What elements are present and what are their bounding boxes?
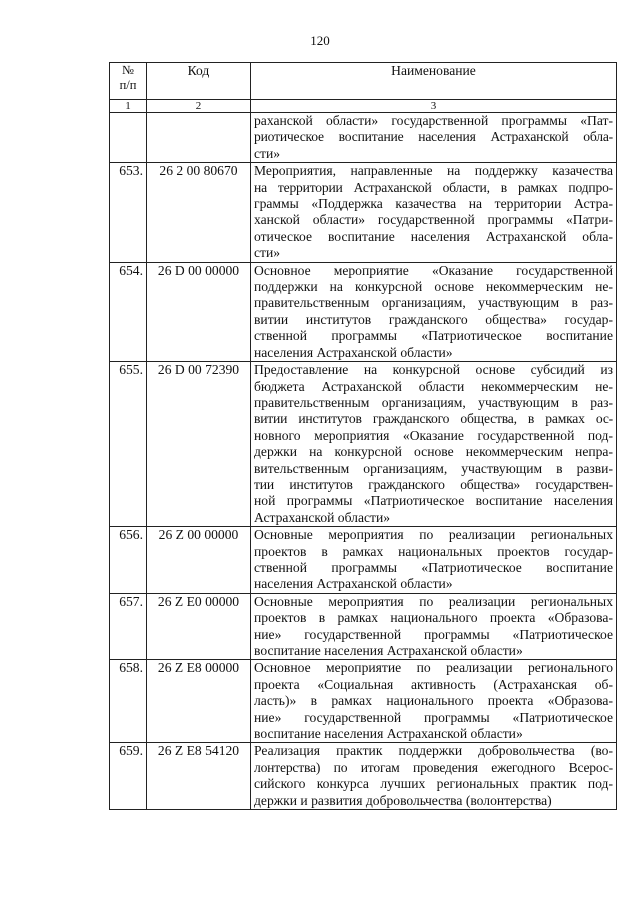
- header-number-line: №: [122, 63, 134, 77]
- row-code: 26 2 00 80670: [147, 163, 251, 262]
- row-name-line: бюджета Астраханской области некоммерческим не-: [254, 378, 613, 394]
- row-name-line: правительственным организациям, участвующим в раз-: [254, 295, 613, 311]
- row-name-line: проекта «Социальная активность (Астраханская об-: [254, 676, 613, 692]
- table-row: [110, 660, 617, 743]
- column-index: 2: [147, 100, 251, 113]
- row-name: [251, 660, 617, 743]
- table-row: [110, 743, 617, 810]
- row-name-line: Основное мероприятие «Оказание государственной: [254, 262, 613, 278]
- row-name: [251, 163, 617, 262]
- row-name-line: лонтерства) по итогам проведения ежегодного Всерос-: [254, 759, 613, 775]
- row-name: [251, 743, 617, 810]
- row-name-line: населения Астраханской области»: [254, 576, 453, 592]
- row-name-line: Основные мероприятия по реализации региональных: [254, 527, 613, 543]
- row-name-line: ласть)» в рамках национального проекта «Образова-: [254, 693, 613, 709]
- table-row: [110, 113, 617, 163]
- row-number: 657.: [110, 593, 147, 660]
- row-code: 26 Z E8 54120: [147, 743, 251, 810]
- table-row: [110, 362, 617, 527]
- row-name-line: ственной программы «Патриотическое воспитание: [254, 559, 613, 575]
- row-name-line: вительственным организациям, участвующим в разви-: [254, 460, 613, 476]
- row-name-line: держки на конкурсной основе некоммерческим непра-: [254, 444, 613, 460]
- row-name-line: отическое воспитание населения Астраханской обла-: [254, 228, 613, 244]
- row-name-line: на территории Астраханской области, в рамках подпро-: [254, 179, 613, 195]
- row-name-line: ной программы «Патриотическое воспитание населения: [254, 493, 613, 509]
- header-code: Код: [147, 63, 251, 100]
- column-index: 1: [110, 100, 147, 113]
- row-number: 659.: [110, 743, 147, 810]
- row-name: [251, 113, 617, 163]
- row-name-line: сти»: [254, 145, 281, 161]
- page-number: 120: [310, 33, 330, 48]
- table-row: [110, 593, 617, 660]
- row-name-line: поддержки на конкурсной основе некоммерческим не-: [254, 279, 613, 295]
- row-number: 656.: [110, 527, 147, 594]
- row-number: 658.: [110, 660, 147, 743]
- row-name-line: витии институтов гражданского общества» государ-: [254, 311, 613, 327]
- row-name-line: тии институтов гражданского общества» государствен-: [254, 476, 613, 492]
- row-name-line: проектов в рамках национального проекта «Образова-: [254, 610, 613, 626]
- row-name-line: риотическое воспитание населения Астраханской обла-: [254, 129, 613, 145]
- row-name-line: витии институтов гражданского общества, в рамках ос-: [254, 411, 613, 427]
- row-code: 26 D 00 00000: [147, 262, 251, 361]
- row-name-line: воспитание населения Астраханской области»: [254, 726, 523, 742]
- row-name-line: граммы «Поддержка казачества на территории Астра-: [254, 196, 613, 212]
- budget-classification-table: [109, 62, 617, 810]
- column-index-row: [110, 100, 617, 113]
- row-name-line: Астраханской области»: [254, 509, 391, 525]
- row-name-line: новного мероприятия «Оказание государственной под-: [254, 427, 613, 443]
- row-number: 654.: [110, 262, 147, 361]
- row-name-line: Основные мероприятия по реализации региональных: [254, 593, 613, 609]
- row-name-line: Основное мероприятие по реализации регионального: [254, 660, 613, 676]
- row-number: [110, 113, 147, 163]
- row-name-line: ственной программы «Патриотическое воспитание: [254, 328, 613, 344]
- column-index: 3: [251, 100, 617, 113]
- header-number: [110, 63, 147, 100]
- row-code: [147, 113, 251, 163]
- row-name-line: ханской области» государственной программы «Патри-: [254, 212, 613, 228]
- row-code: 26 D 00 72390: [147, 362, 251, 527]
- table-row: [110, 262, 617, 361]
- row-name: [251, 593, 617, 660]
- table-row: [110, 527, 617, 594]
- table-header-row: [110, 63, 617, 100]
- row-name-line: Реализация практик поддержки добровольчества (во-: [254, 743, 613, 759]
- table-row: [110, 163, 617, 262]
- row-name-line: проектов в рамках национальных проектов государ-: [254, 543, 613, 559]
- row-name-line: Предоставление на конкурсной основе субсидий из: [254, 362, 613, 378]
- row-name-line: сийского конкурса лучших региональных практик под-: [254, 776, 613, 792]
- row-name-line: правительственным организациям, участвующим в раз-: [254, 394, 613, 410]
- header-name: Наименование: [251, 63, 617, 100]
- row-code: 26 Z 00 00000: [147, 527, 251, 594]
- row-name-line: ние» государственной программы «Патриотическое: [254, 626, 613, 642]
- row-name-line: держки и развития добровольчества (волонтерства): [254, 792, 552, 808]
- row-name-line: ние» государственной программы «Патриотическое: [254, 709, 613, 725]
- row-name: [251, 527, 617, 594]
- row-name-line: населения Астраханской области»: [254, 344, 453, 360]
- row-name: [251, 262, 617, 361]
- row-code: 26 Z E8 00000: [147, 660, 251, 743]
- row-number: 655.: [110, 362, 147, 527]
- row-name-line: воспитание населения Астраханской области»: [254, 643, 523, 658]
- row-number: 653.: [110, 163, 147, 262]
- row-name: [251, 362, 617, 527]
- row-name-line: Мероприятия, направленные на поддержку казачества: [254, 163, 613, 179]
- row-name-line: раханской области» государственной программы «Пат-: [254, 113, 613, 128]
- row-code: 26 Z E0 00000: [147, 593, 251, 660]
- header-number-line: п/п: [119, 78, 137, 92]
- row-name-line: сти»: [254, 245, 281, 261]
